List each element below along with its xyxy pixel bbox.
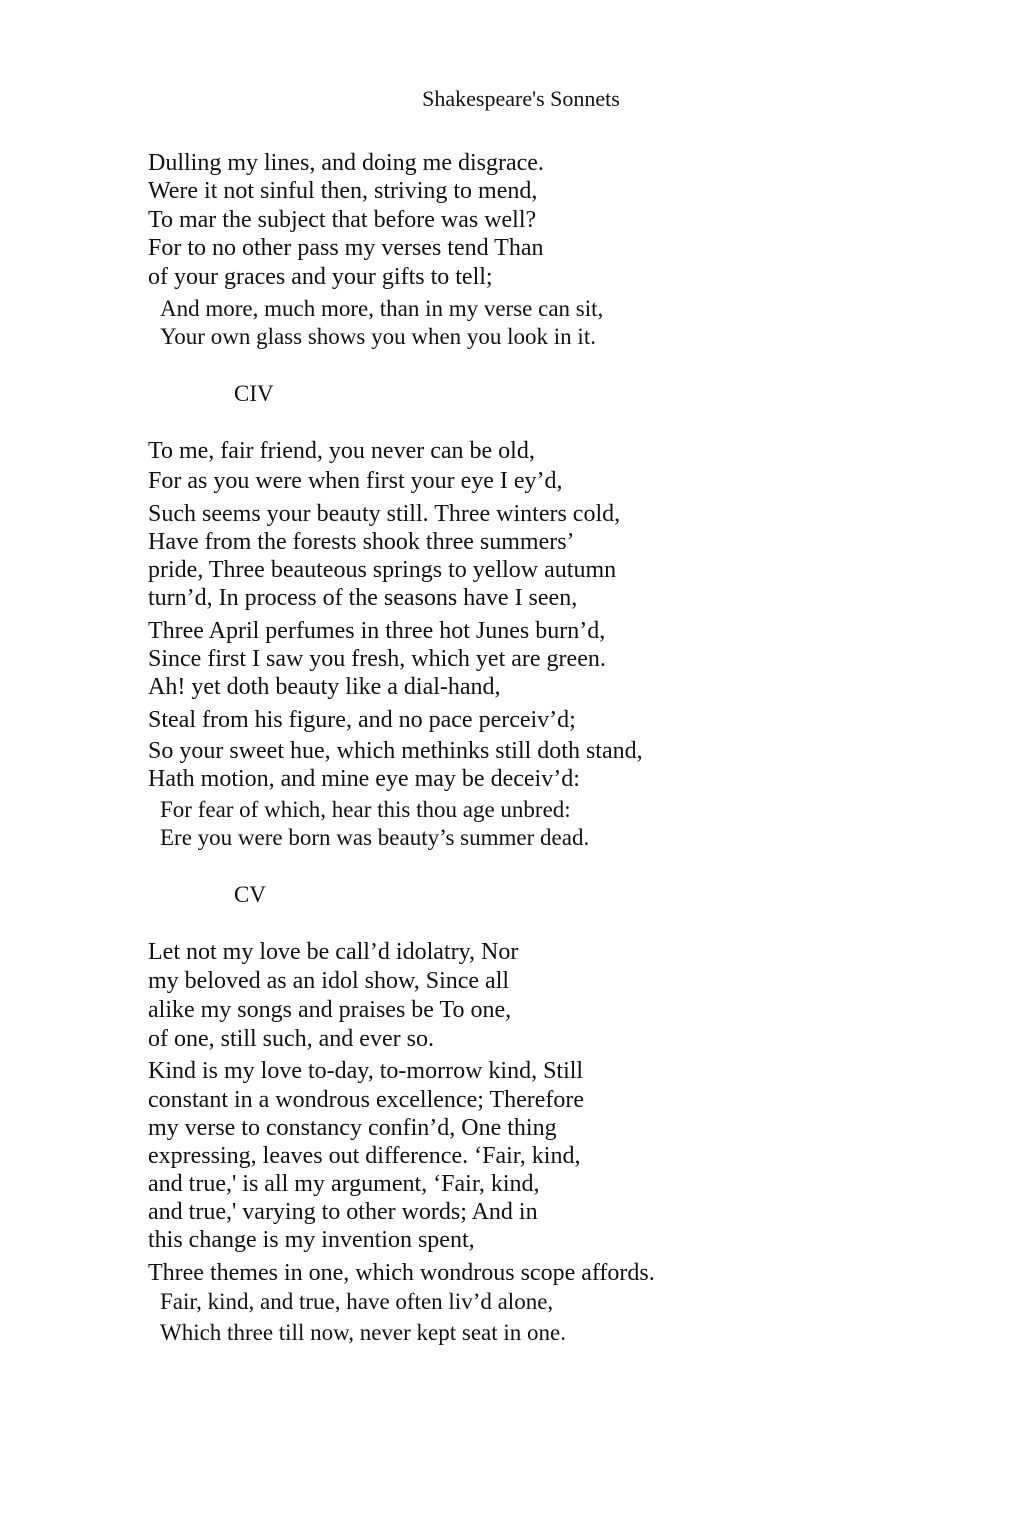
poem-line: pride, Three beauteous springs to yellow autumn — [148, 557, 617, 583]
couplet-line: And more, much more, than in my verse can sit, — [160, 296, 604, 321]
poem-line: turn’d, In process of the seasons have I seen, — [148, 585, 578, 611]
poem-line: of your graces and your gifts to tell; — [148, 264, 493, 290]
poem-line: Kind is my love to-day, to-morrow kind, Still — [148, 1058, 584, 1084]
poem-line: alike my songs and praises be To one, — [148, 997, 512, 1023]
poem-line: Ah! yet doth beauty like a dial-hand, — [148, 674, 501, 700]
poem-line: of one, still such, and ever so. — [148, 1026, 434, 1052]
couplet-line: Your own glass shows you when you look in it. — [160, 324, 596, 349]
poem-line: Such seems your beauty still. Three winters cold, — [148, 501, 621, 527]
poem-line: expressing, leaves out difference. ‘Fair, kind, — [148, 1143, 581, 1169]
running-header: Shakespeare's Sonnets — [422, 86, 620, 111]
poem-line: constant in a wondrous excellence; Therefore — [148, 1087, 585, 1113]
poem-line: For to no other pass my verses tend Than — [148, 235, 544, 261]
couplet-line: Which three till now, never kept seat in one. — [160, 1320, 566, 1345]
poem-line: Let not my love be call’d idolatry, Nor — [148, 939, 519, 965]
poem-line: So your sweet hue, which methinks still doth stand, — [148, 738, 643, 764]
poem-line: and true,' varying to other words; And in — [148, 1199, 538, 1225]
poem-line: and true,' is all my argument, ‘Fair, kind, — [148, 1171, 540, 1197]
poem-line: Steal from his figure, and no pace perceiv’d; — [148, 707, 576, 733]
couplet-line: For fear of which, hear this thou age unbred: — [160, 797, 571, 822]
couplet-line: Fair, kind, and true, have often liv’d alone, — [160, 1289, 554, 1314]
poem-line: this change is my invention spent, — [148, 1227, 475, 1253]
poem-line: Dulling my lines, and doing me disgrace. — [148, 150, 544, 176]
couplet-line: Ere you were born was beauty’s summer dead. — [160, 825, 590, 850]
poem-line: Hath motion, and mine eye may be deceiv’d: — [148, 766, 580, 792]
poem-line: To mar the subject that before was well? — [148, 207, 537, 233]
poem-line: To me, fair friend, you never can be old, — [148, 438, 535, 464]
poem-line: Three April perfumes in three hot Junes burn’d, — [148, 618, 606, 644]
poem-line: For as you were when first your eye I ey’d, — [148, 468, 563, 494]
poem-line: my beloved as an idol show, Since all — [148, 968, 510, 994]
sonnet-numeral-civ: CIV — [234, 381, 274, 406]
sonnet-numeral-cv: CV — [234, 882, 266, 907]
poem-line: my verse to constancy confin’d, One thing — [148, 1115, 557, 1141]
poem-line: Were it not sinful then, striving to mend, — [148, 178, 538, 204]
poem-line: Have from the forests shook three summers’ — [148, 529, 575, 555]
poem-line: Three themes in one, which wondrous scope affords. — [148, 1260, 655, 1286]
poem-line: Since first I saw you fresh, which yet are green. — [148, 646, 606, 672]
